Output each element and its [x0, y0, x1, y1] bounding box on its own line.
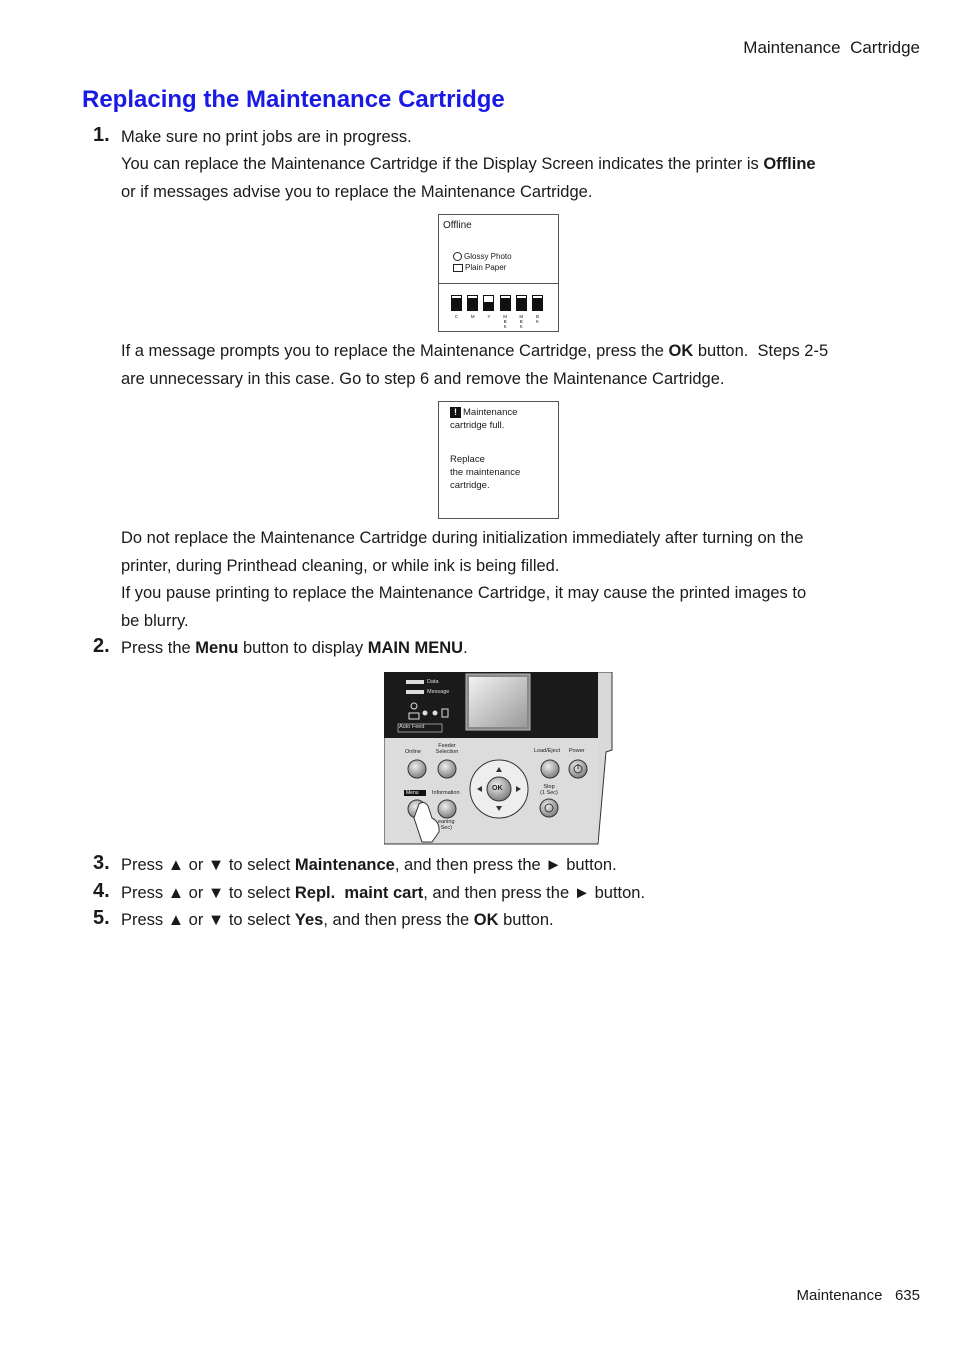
menu-button[interactable]: Menu	[406, 790, 419, 796]
ink-tank	[483, 295, 494, 311]
ink-indicator	[451, 295, 462, 320]
text: button. Steps 2-5	[693, 342, 829, 360]
step1-line1: Make sure no print jobs are in progress.	[121, 128, 412, 146]
text: Press ▲ or ▼ to select	[121, 884, 295, 902]
information-button[interactable]: Information	[432, 790, 460, 796]
text: button.	[498, 911, 554, 929]
ok-para-line2: are unnecessary in this case. Go to step 6 and remove the Maintenance Cartridge.	[121, 370, 725, 388]
ink-indicator	[532, 295, 543, 325]
ok-term: OK	[473, 911, 499, 929]
warning-icon: !	[450, 407, 461, 418]
ink-fill	[533, 298, 542, 310]
ink-tank	[451, 295, 462, 311]
message-lamp-label: Message	[427, 689, 450, 695]
text: , and then press the	[323, 911, 474, 929]
step1-line2	[121, 155, 816, 174]
page-number: 635	[894, 1287, 920, 1304]
step-number: 1.	[93, 124, 110, 146]
feeder-label: Feeder	[438, 743, 456, 749]
text: , and then press the ► button.	[394, 856, 617, 874]
text: , and then press the ► button.	[423, 884, 646, 902]
ink-indicator	[467, 295, 478, 320]
roll-icon	[453, 252, 462, 261]
data-lamp-label: Data	[427, 679, 439, 685]
warn-line1: Do not replace the Maintenance Cartridge during initialization immediately after turning on the	[121, 529, 804, 547]
ink-tank	[467, 295, 478, 311]
repl-maint-cart-term: Repl. maint cart	[294, 884, 424, 902]
step-number: 5.	[93, 907, 110, 929]
media2-label: Plain Paper	[465, 263, 507, 272]
ink-label: C	[454, 314, 459, 319]
step5-text	[121, 911, 554, 930]
ink-label: B K	[535, 314, 539, 324]
ink-tank	[516, 295, 527, 311]
ink-label: M B K	[519, 314, 524, 329]
ok-para-line1	[121, 342, 828, 361]
menu-term: Menu	[195, 639, 239, 657]
ink-indicator	[500, 295, 511, 329]
control-panel-illustration	[384, 672, 614, 845]
msg-line2: cartridge full.	[450, 420, 505, 431]
text: Press ▲ or ▼ to select	[121, 911, 295, 929]
text: Press the	[121, 639, 196, 657]
stop-label: Stop	[543, 784, 555, 790]
msg-line4: the maintenance	[450, 467, 521, 478]
page-title: Replacing the Maintenance Cartridge	[82, 86, 505, 113]
text: .	[463, 639, 468, 657]
step-number: 2.	[93, 635, 110, 657]
offline-term: Offline	[763, 155, 816, 173]
text: button to display	[238, 639, 368, 657]
status-text: Offline	[443, 220, 472, 231]
step2-text	[121, 639, 468, 658]
selection-label: Selection	[435, 749, 459, 755]
yes-term: Yes	[294, 911, 324, 929]
warn-line4: be blurry.	[121, 612, 189, 630]
main-menu-term: MAIN MENU	[367, 639, 464, 657]
text: You can replace the Maintenance Cartridge if the Display Screen indicates the printer is	[121, 155, 764, 173]
auto-feed-label: Auto Feed	[399, 724, 425, 730]
ok-term: OK	[668, 342, 694, 360]
ink-fill	[468, 298, 477, 310]
step-number: 4.	[93, 880, 110, 902]
msg-line5: cartridge.	[450, 480, 490, 491]
step3-text	[121, 856, 617, 875]
control-panel-svg	[384, 672, 614, 845]
page-footer	[797, 1287, 920, 1304]
msg-line1: Maintenance	[463, 407, 518, 418]
step1-line3: or if messages advise you to replace the Maintenance Cartridge.	[121, 183, 593, 201]
ink-fill	[517, 298, 526, 310]
sheet-icon	[453, 264, 463, 272]
ink-level-row	[451, 295, 551, 329]
running-header: Maintenance Cartridge	[743, 38, 920, 57]
step-number: 3.	[93, 852, 110, 874]
ink-fill	[484, 302, 493, 310]
ink-indicator	[516, 295, 527, 329]
online-button[interactable]: Online	[405, 749, 421, 755]
cleaning-sec-label: Sec)	[440, 825, 452, 831]
ink-indicator	[483, 295, 494, 320]
stop-sec-label: (1 Sec)	[540, 790, 558, 796]
display-screen-offline	[438, 214, 559, 332]
ink-fill	[501, 298, 510, 310]
ink-tank	[500, 295, 511, 311]
media1-label: Glossy Photo	[464, 252, 512, 261]
ok-button[interactable]: OK	[492, 785, 503, 792]
feeder-selection-button[interactable]	[435, 743, 459, 755]
msg-line3: Replace	[450, 454, 485, 465]
power-button[interactable]: Power	[569, 748, 585, 754]
cleaning-button-label	[438, 819, 455, 831]
text: If a message prompts you to replace the Maintenance Cartridge, press the	[121, 342, 669, 360]
text: Press ▲ or ▼ to select	[121, 856, 295, 874]
warn-line3: If you pause printing to replace the Maintenance Cartridge, it may cause the printed images to	[121, 584, 807, 602]
media-row-2	[453, 263, 506, 272]
stop-button[interactable]	[538, 784, 560, 796]
maintenance-term: Maintenance	[294, 856, 395, 874]
ink-label: Y	[487, 314, 491, 319]
ink-fill	[452, 298, 461, 310]
footer-section: Maintenance	[796, 1287, 883, 1304]
ink-label: M	[470, 314, 475, 319]
warn-line2: printer, during Printhead cleaning, or while ink is being filled.	[121, 557, 560, 575]
display-screen-cartridge-full	[438, 401, 559, 519]
load-eject-button[interactable]: Load/Eject	[534, 748, 560, 754]
ink-label: M B K	[503, 314, 507, 329]
media-row-1	[453, 252, 512, 261]
ink-tank	[532, 295, 543, 311]
step4-text	[121, 884, 645, 903]
cleaning-label: eaning	[438, 819, 455, 825]
divider	[439, 283, 558, 284]
